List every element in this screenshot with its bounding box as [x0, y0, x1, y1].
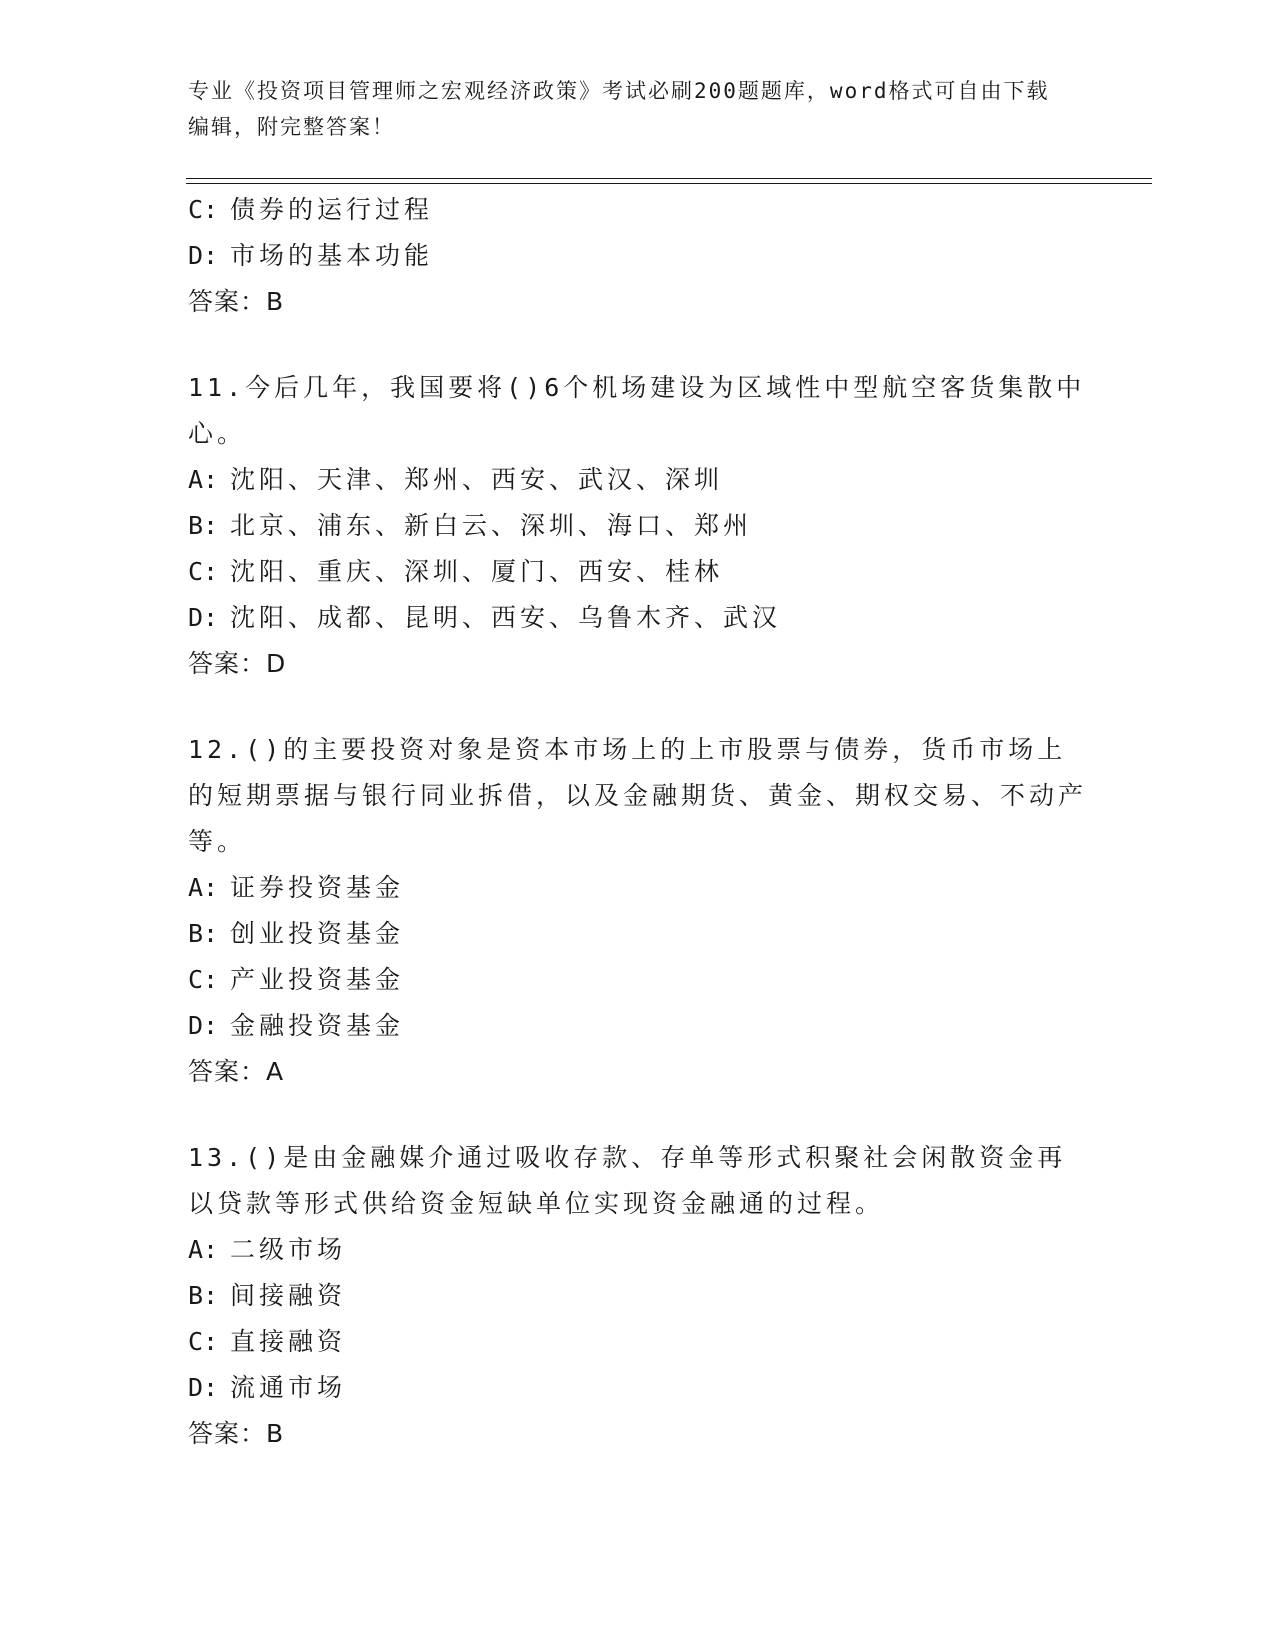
option-text: 二级市场 [230, 1235, 347, 1264]
option-letter: D: [188, 1011, 219, 1040]
option-text: 创业投资基金 [230, 919, 405, 948]
answer-line: 答案：B [188, 1419, 285, 1448]
question-stem: 11.今后几年，我国要将()6个机场建设为区域性中型航空客货集散中心。 [188, 373, 1086, 448]
document-header: 专业《投资项目管理师之宏观经济政策》考试必刷200题题库，word格式可自由下载编辑，附完整答案！ [188, 79, 1050, 139]
option-letter: B: [188, 511, 219, 540]
option-text: 流通市场 [230, 1373, 347, 1402]
option-text: 债券的运行过程 [230, 195, 434, 224]
option-c [188, 187, 1088, 233]
question-10-continuation [188, 187, 1088, 325]
option-letter: C: [188, 195, 219, 224]
option-text: 沈阳、天津、郑州、西安、武汉、深圳 [230, 465, 724, 494]
option-c [188, 549, 1088, 595]
option-letter: B: [188, 919, 219, 948]
option-letter: A: [188, 1235, 219, 1264]
question-stem: 13.()是由金融媒介通过吸收存款、存单等形式积聚社会闲散资金再以贷款等形式供给资金短缺单位实现资金融通的过程。 [188, 1143, 1067, 1218]
option-b [188, 1273, 1088, 1319]
option-text: 北京、浦东、新白云、深圳、海口、郑州 [230, 511, 753, 540]
option-letter: D: [188, 241, 219, 270]
option-letter: D: [188, 603, 219, 632]
option-c [188, 1319, 1088, 1365]
option-a [188, 1227, 1088, 1273]
option-text: 金融投资基金 [230, 1011, 405, 1040]
option-letter: B: [188, 1281, 219, 1310]
answer-line: 答案：B [188, 287, 285, 316]
header-divider-top [186, 178, 1152, 179]
answer-line: 答案：D [188, 649, 287, 678]
option-text: 市场的基本功能 [230, 241, 434, 270]
option-a [188, 865, 1088, 911]
option-b [188, 911, 1088, 957]
option-text: 证券投资基金 [230, 873, 405, 902]
option-text: 直接融资 [230, 1327, 347, 1356]
option-text: 沈阳、重庆、深圳、厦门、西安、桂林 [230, 557, 724, 586]
option-text: 产业投资基金 [230, 965, 405, 994]
question-13 [188, 1135, 1088, 1457]
question-list [188, 187, 1088, 1457]
option-text: 沈阳、成都、昆明、西安、乌鲁木齐、武汉 [230, 603, 782, 632]
option-d [188, 233, 1088, 279]
option-b [188, 503, 1088, 549]
option-d [188, 595, 1088, 641]
option-text: 间接融资 [230, 1281, 347, 1310]
option-letter: A: [188, 873, 219, 902]
answer-line: 答案：A [188, 1057, 285, 1086]
question-11 [188, 365, 1088, 687]
option-d [188, 1003, 1088, 1049]
option-letter: C: [188, 557, 219, 586]
option-letter: D: [188, 1373, 219, 1402]
option-c [188, 957, 1088, 1003]
header-divider-bottom [186, 183, 1152, 184]
option-letter: C: [188, 965, 219, 994]
option-d [188, 1365, 1088, 1411]
question-stem: 12.()的主要投资对象是资本市场上的上市股票与债券，货币市场上的短期票据与银行同业拆借，以及金融期货、黄金、期权交易、不动产等。 [188, 735, 1088, 856]
option-letter: C: [188, 1327, 219, 1356]
question-12 [188, 727, 1088, 1095]
option-letter: A: [188, 465, 219, 494]
option-a [188, 457, 1088, 503]
